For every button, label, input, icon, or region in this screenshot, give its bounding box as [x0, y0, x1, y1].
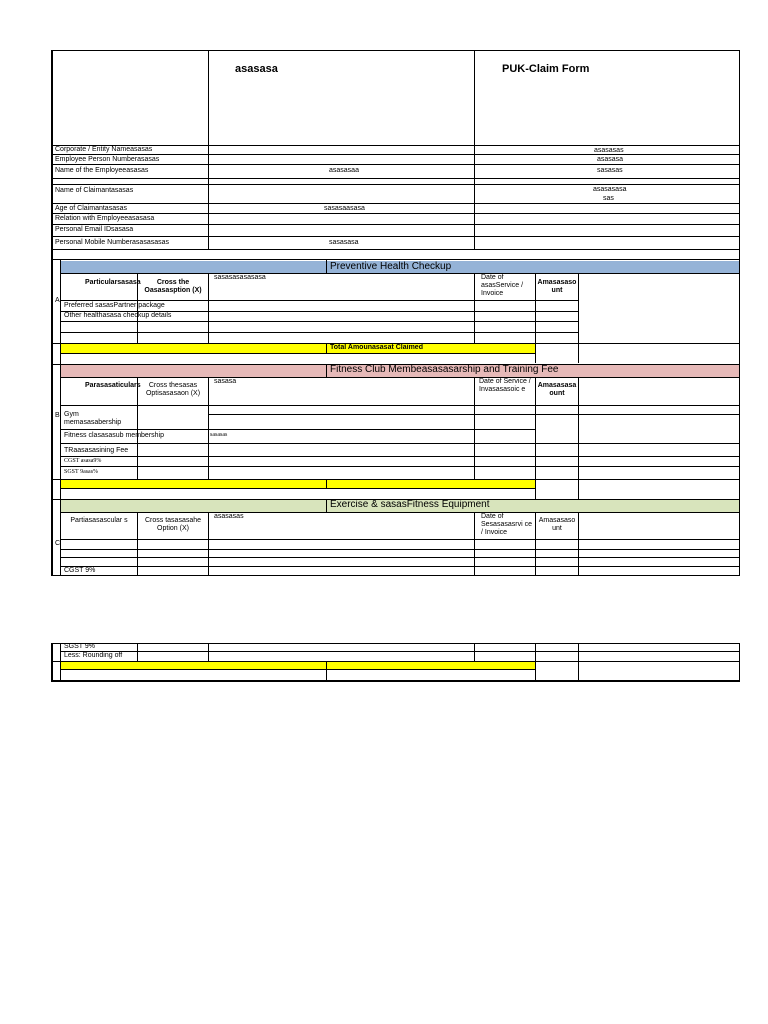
- table-grid-line: [51, 575, 740, 576]
- table-grid-line: [208, 643, 209, 661]
- table-grid-line: [60, 549, 739, 550]
- section-b-letter: B: [55, 412, 60, 419]
- section-b-row: TRaasasasining Fee: [64, 447, 129, 454]
- table-grid-line: [60, 488, 535, 489]
- table-grid-line: [578, 377, 579, 499]
- table-grid-line: [326, 479, 327, 488]
- table-grid-line: [60, 429, 535, 430]
- section-c-col-desc: asasasas: [214, 513, 244, 520]
- table-grid-line: [474, 643, 475, 661]
- table-grid-line: [60, 466, 739, 467]
- section-b-row: CGST asasa9%: [64, 458, 102, 464]
- table-grid-line: [51, 184, 740, 185]
- table-grid-line: [51, 50, 740, 51]
- detail-label: Name of Claimantasasas: [55, 187, 134, 194]
- section-c-col-cross: Cross tasasasahe Option (X): [144, 517, 202, 532]
- table-grid-line: [60, 300, 579, 301]
- detail-right-value: asasasa: [597, 156, 624, 163]
- section-b-row: Fitness clasasasub membership: [64, 432, 164, 439]
- table-grid-line: [60, 566, 739, 567]
- table-grid-line: [578, 643, 579, 681]
- section-b-row: Gym memasasabership: [64, 411, 122, 426]
- table-grid-line: [137, 377, 138, 479]
- detail-label: Relation with Employeeasasasa: [55, 215, 155, 222]
- table-grid-line: [60, 353, 535, 354]
- table-grid-line: [60, 539, 739, 540]
- detail-right-value: asasasasa: [593, 186, 627, 193]
- table-grid-line: [60, 321, 579, 322]
- table-grid-line: [51, 259, 740, 260]
- table-grid-line: [60, 643, 61, 681]
- table-grid-line: [326, 364, 327, 377]
- section-b-title: Fitness Club Membeasasasarship and Training Fee: [330, 364, 559, 375]
- form-left-title: asasasa: [235, 63, 278, 75]
- detail-label: Name of the Employeeasasas: [55, 167, 149, 174]
- section-b-row: SGST 9asas%: [64, 469, 99, 475]
- table-grid-line: [51, 164, 740, 165]
- table-grid-line: [51, 680, 740, 682]
- table-grid-line: [51, 643, 740, 644]
- section-a-row: Preferred sasasPartner package: [64, 302, 165, 309]
- detail-label: Employee Person Numberasasas: [55, 156, 160, 163]
- table-grid-line: [474, 377, 475, 479]
- section-a-letter: A: [55, 297, 60, 304]
- section-c-col-particulars: Partiasasascular s: [70, 517, 128, 524]
- table-grid-line: [60, 512, 739, 513]
- table-grid-line: [60, 259, 61, 575]
- section-b-col-particulars: Parasasaticulars: [85, 382, 141, 389]
- detail-label: Corporate / Entity Nameasasas: [55, 146, 153, 153]
- section-b-fitness-note: sasasas: [210, 432, 228, 438]
- table-grid-line: [474, 50, 475, 249]
- table-grid-line: [326, 661, 327, 681]
- table-grid-line: [51, 154, 740, 155]
- table-grid-line: [60, 273, 739, 274]
- table-grid-line: [60, 443, 739, 444]
- table-grid-line: [60, 456, 739, 457]
- table-grid-line: [51, 224, 740, 225]
- section-b-total-band: [61, 479, 535, 488]
- table-grid-line: [739, 643, 740, 681]
- table-grid-line: [51, 50, 53, 575]
- page-two-row: Less: Rounding off: [64, 652, 123, 659]
- section-b-col-amount: Amasasasa ount: [537, 382, 577, 397]
- detail-right-value: sasasas: [597, 167, 623, 174]
- table-grid-line: [326, 343, 327, 353]
- table-grid-line: [208, 377, 209, 479]
- table-grid-line: [51, 249, 740, 250]
- table-grid-line: [51, 479, 740, 480]
- table-grid-line: [326, 499, 327, 512]
- section-a-total-label: Total Amounasasat Claimed: [330, 344, 423, 351]
- section-c-col-amount: Amasasaso unt: [538, 517, 576, 532]
- detail-right-value: asasasas: [594, 147, 624, 154]
- section-a-col-desc: sasasasasasasa: [214, 274, 266, 281]
- table-grid-line: [578, 273, 579, 363]
- detail-mid-value: sasasasa: [329, 239, 359, 246]
- table-grid-line: [51, 203, 740, 204]
- table-grid-line: [60, 557, 739, 558]
- section-a-col-amount: Amasasaso unt: [537, 279, 577, 294]
- table-grid-line: [60, 651, 739, 652]
- form-title: PUK-Claim Form: [502, 63, 590, 75]
- table-grid-line: [739, 50, 740, 575]
- section-c-col-date: Date of Sesasasasrvi ce / Invoice: [481, 513, 532, 536]
- table-grid-line: [535, 273, 536, 363]
- table-grid-line: [51, 213, 740, 214]
- detail-mid-value: sasasaasasa: [324, 205, 365, 212]
- page-two-row: SGST 9%: [64, 643, 95, 650]
- section-b-col-cross: Cross thesasas Optisasasaon (X): [145, 382, 201, 397]
- table-grid-line: [60, 669, 535, 670]
- section-c-letter: C: [55, 540, 61, 547]
- detail-mid-value: asasasaa: [329, 167, 359, 174]
- table-grid-line: [60, 332, 579, 333]
- table-grid-line: [535, 377, 536, 499]
- section-a-row: Other healthasasa checkup details: [64, 312, 172, 319]
- table-grid-line: [137, 643, 138, 661]
- section-a-title: Preventive Health Checkup: [330, 261, 452, 272]
- section-b-col-date: Date of Service / Invasasasoic e: [479, 378, 531, 393]
- section-a-col-particulars: Particularsasasa: [85, 279, 141, 286]
- table-grid-line: [51, 236, 740, 237]
- table-grid-line: [535, 643, 536, 681]
- section-c-row: CGST 9%: [64, 567, 96, 574]
- table-grid-line: [51, 178, 740, 179]
- table-grid-line: [51, 145, 740, 146]
- detail-label: Personal Mobile Numberasasasasas: [55, 239, 169, 246]
- table-grid-line: [208, 414, 739, 415]
- table-grid-line: [60, 405, 739, 406]
- table-grid-line: [51, 661, 740, 662]
- section-a-col-date: Date of asasService / Invoice: [481, 274, 524, 297]
- table-grid-line: [60, 377, 739, 378]
- section-a-total-band: [61, 343, 535, 353]
- section-a-col-cross: Cross the Oasasasption (X): [144, 279, 202, 294]
- page-two-total-band: [61, 661, 535, 669]
- section-c-title: Exercise & sasasFitness Equipment: [330, 499, 490, 510]
- table-grid-line: [208, 50, 209, 249]
- detail-label: Age of Claimantasasas: [55, 205, 127, 212]
- detail-label: Personal Email IDsasasa: [55, 226, 134, 233]
- table-grid-line: [51, 643, 53, 681]
- section-b-col-desc: sasasa: [214, 378, 237, 385]
- detail-right-value-2: sas: [603, 195, 614, 202]
- table-grid-line: [326, 260, 327, 273]
